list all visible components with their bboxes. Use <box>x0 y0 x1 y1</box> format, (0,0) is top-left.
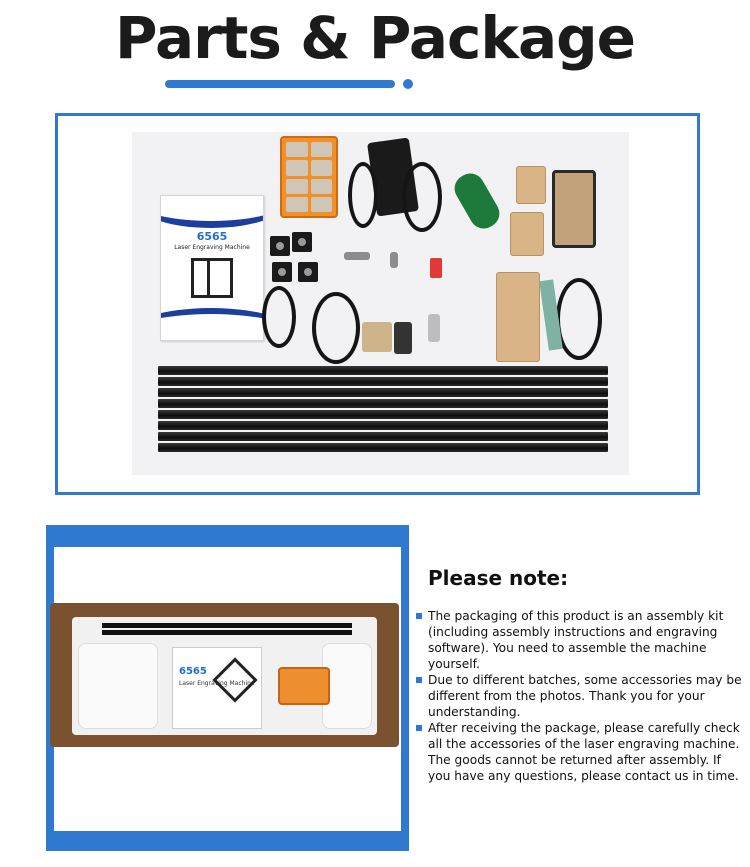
safety-goggles <box>450 168 505 233</box>
box-manual <box>172 647 262 729</box>
manual-swoosh-top <box>160 195 264 228</box>
note-item-batches <box>416 672 746 720</box>
parts-photo <box>132 132 629 475</box>
box-contents <box>72 617 377 735</box>
brackets-pack-2 <box>394 322 412 354</box>
small-tool <box>390 252 398 268</box>
stepper-motor-4 <box>298 262 318 282</box>
usb-drive <box>430 258 442 278</box>
box-manual-name: Laser Engraving Machine <box>179 680 255 687</box>
parts-photo-frame <box>55 113 700 495</box>
package-photo-frame <box>46 525 409 851</box>
motor-cable-2 <box>312 292 360 364</box>
manual-product-name: Laser Engraving Machine <box>174 244 250 251</box>
manual-model-number: 6565 <box>196 230 228 243</box>
stepper-motor-2 <box>292 232 312 252</box>
bullet-icon <box>416 613 422 619</box>
allen-keys <box>428 314 440 342</box>
box-manual-drawing <box>212 657 257 702</box>
manual-swoosh-bottom <box>160 308 264 341</box>
stepper-motor-3 <box>272 262 292 282</box>
laser-module <box>552 170 596 248</box>
note-list <box>416 608 746 784</box>
box-rail-2 <box>102 630 352 635</box>
note-item-text: After receiving the package, please carefully check all the accessories of the laser engraving machine. The goods cannot be returned after assembly. If you have any questions, please contact us in time. <box>428 721 740 783</box>
title-underline-bar <box>165 80 395 88</box>
manual-machine-drawing <box>191 258 233 298</box>
power-cable-coil <box>402 162 442 232</box>
wood-plate-2 <box>496 272 540 362</box>
brackets-pack-1 <box>362 322 392 352</box>
foam-left <box>78 643 158 729</box>
aluminum-rails <box>158 366 608 464</box>
title-underline-dot <box>403 79 413 89</box>
belt-coil <box>556 278 602 360</box>
manual-booklet <box>160 195 264 341</box>
screw-organizer-box <box>280 136 338 218</box>
box-manual-model: 6565 <box>179 666 207 677</box>
note-item-assembly <box>416 608 746 672</box>
box-rail-1 <box>102 623 352 628</box>
package-box-photo <box>50 603 399 747</box>
note-item-text: Due to different batches, some accessories may be different from the photos. Thank you for your understanding. <box>428 673 742 719</box>
stepper-motor-1 <box>270 236 290 256</box>
note-heading: Please note: <box>428 566 569 590</box>
box-screw-organizer <box>278 667 330 705</box>
wood-plate-1 <box>510 212 544 256</box>
bullet-icon <box>416 677 422 683</box>
page-title: Parts & Package <box>115 4 635 72</box>
power-cord <box>348 162 378 228</box>
wrench <box>344 252 370 260</box>
bullet-icon <box>416 725 422 731</box>
note-item-text: The packaging of this product is an assembly kit (including assembly instructions and engraving software). You need to assemble the machine yourself. <box>428 609 724 671</box>
wood-bracket-top <box>516 166 546 204</box>
note-item-check <box>416 720 746 784</box>
motor-cable-1 <box>262 286 296 348</box>
